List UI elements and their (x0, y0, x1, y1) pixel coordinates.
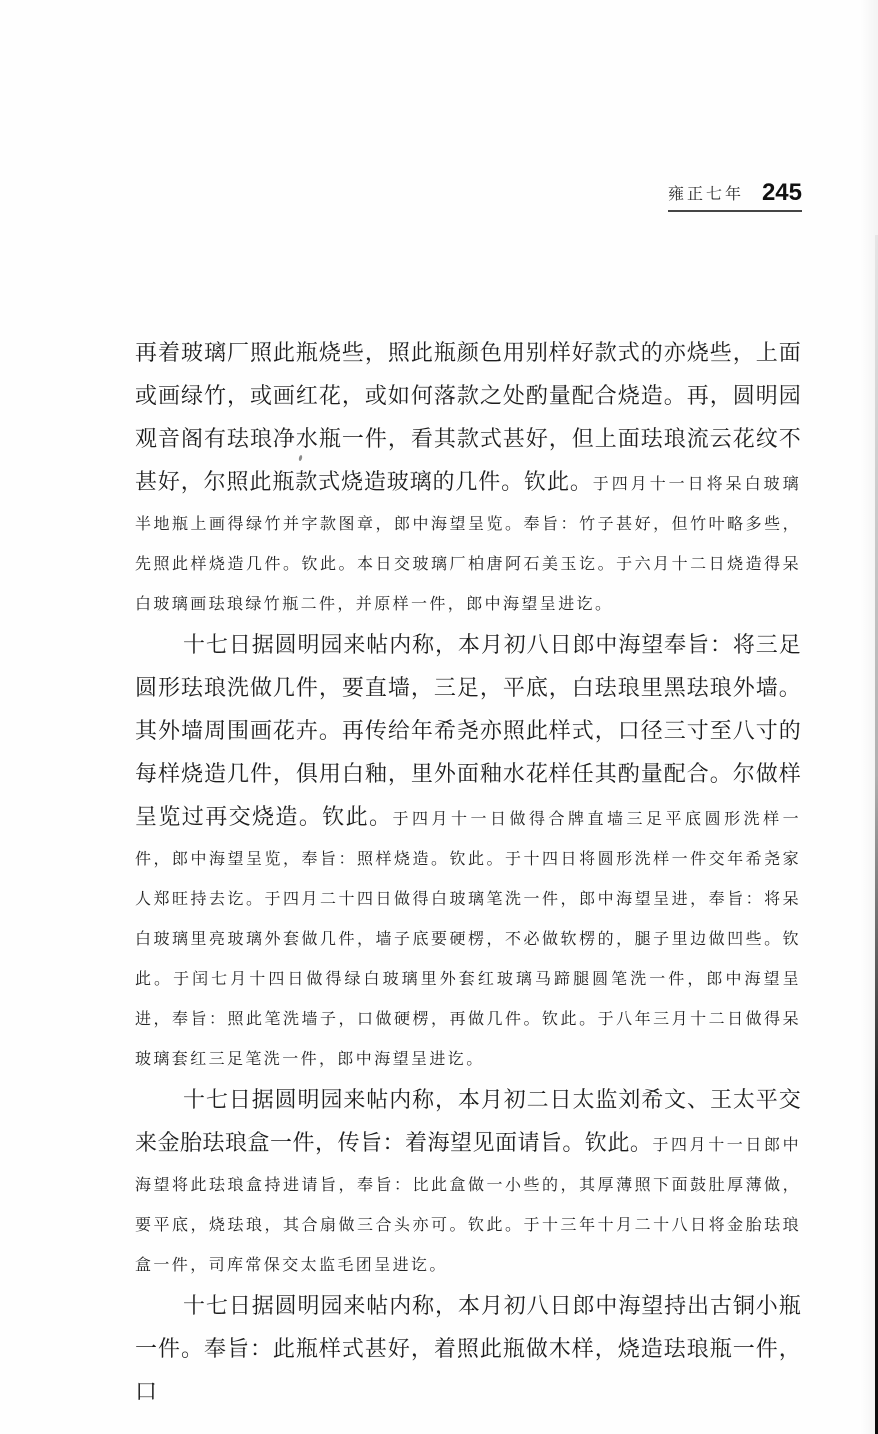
paragraph-4-main-text: 十七日据圆明园来帖内称，本月初八日郎中海望持出古铜小瓶一件。奉旨：此瓶样式甚好，着照此瓶做木样，烧造珐琅瓶一件，口 (135, 1293, 801, 1404)
running-header (668, 179, 802, 212)
paragraph-3 (135, 1080, 801, 1286)
page-number: 245 (761, 179, 802, 206)
paragraph-1-annotation-text: 于四月十一日将呆白玻璃半地瓶上画得绿竹并字款图章，郎中海望呈览。奉旨：竹子甚好，但竹叶略多些，先照此样烧造几件。钦此。本日交玻璃厂柏唐阿石美玉讫。于六月十二日烧造得呆白玻璃画珐琅绿竹瓶二件，并原样一件，郎中海望呈进讫。 (135, 476, 801, 613)
paragraph-2-annotation-text: 于四月十一日做得合牌直墙三足平底圆形洗样一件，郎中海望呈览，奉旨：照样烧造。钦此。于十四日将圆形洗样一件交年希尧家人郑旺持去讫。于四月二十四日做得白玻璃笔洗一件，郎中海望呈进，奉旨：将呆白玻璃里亮玻璃外套做几件，墙子底要硬楞，不必做软楞的，腿子里边做凹些。钦此。于闰七月十四日做得绿白玻璃里外套红玻璃马蹄腿圆笔洗一件，郎中海望呈进，奉旨：照此笔洗墙子，口做硬楞，再做几件。钦此。于八年三月十二日做得呆玻璃套红三足笔洗一件，郎中海望呈进讫。 (135, 811, 801, 1068)
paragraph-4 (135, 1286, 801, 1415)
paragraph-3-annotation-text: 于四月十一日郎中海望将此珐琅盒持进请旨，奉旨：比此盒做一小些的，其厚薄照下面鼓肚厚薄做，要平底，烧珐琅，其合扇做三合头亦可。钦此。于十三年十月二十八日将金胎珐琅盒一件，司库常保交太监毛团呈进讫。 (135, 1137, 801, 1274)
paragraph-3-main-text: 十七日据圆明园来帖内称，本月初二日太监刘希文、王太平交来金胎珐琅盒一件，传旨：着海望见面请旨。钦此。 (135, 1087, 801, 1155)
chapter-title: 雍正七年 (668, 186, 745, 204)
paragraph-1 (135, 333, 801, 625)
paragraph-2-main-text: 十七日据圆明园来帖内称，本月初八日郎中海望奉旨：将三足圆形珐琅洗做几件，要直墙，三足，平底，白珐琅里黑珐琅外墙。其外墙周围画花卉。再传给年希尧亦照此样式，口径三寸至八寸的每样烧造几件，俱用白釉，里外面釉水花样任其酌量配合。尔做样呈览过再交烧造。钦此。 (135, 632, 801, 829)
paragraph-1-main-text: 再着玻璃厂照此瓶烧些，照此瓶颜色用别样好款式的亦烧些，上面或画绿竹，或画红花，或如何落款之处酌量配合烧造。再，圆明园观音阁有珐琅净水瓶一件，看其款式甚好，但上面珐琅流云花纹不甚好，尔照此瓶款式烧造玻璃的几件。钦此。 (135, 340, 801, 494)
scan-edge-shading (860, 0, 878, 1434)
page-body-text (135, 333, 801, 1415)
paragraph-2 (135, 625, 801, 1080)
